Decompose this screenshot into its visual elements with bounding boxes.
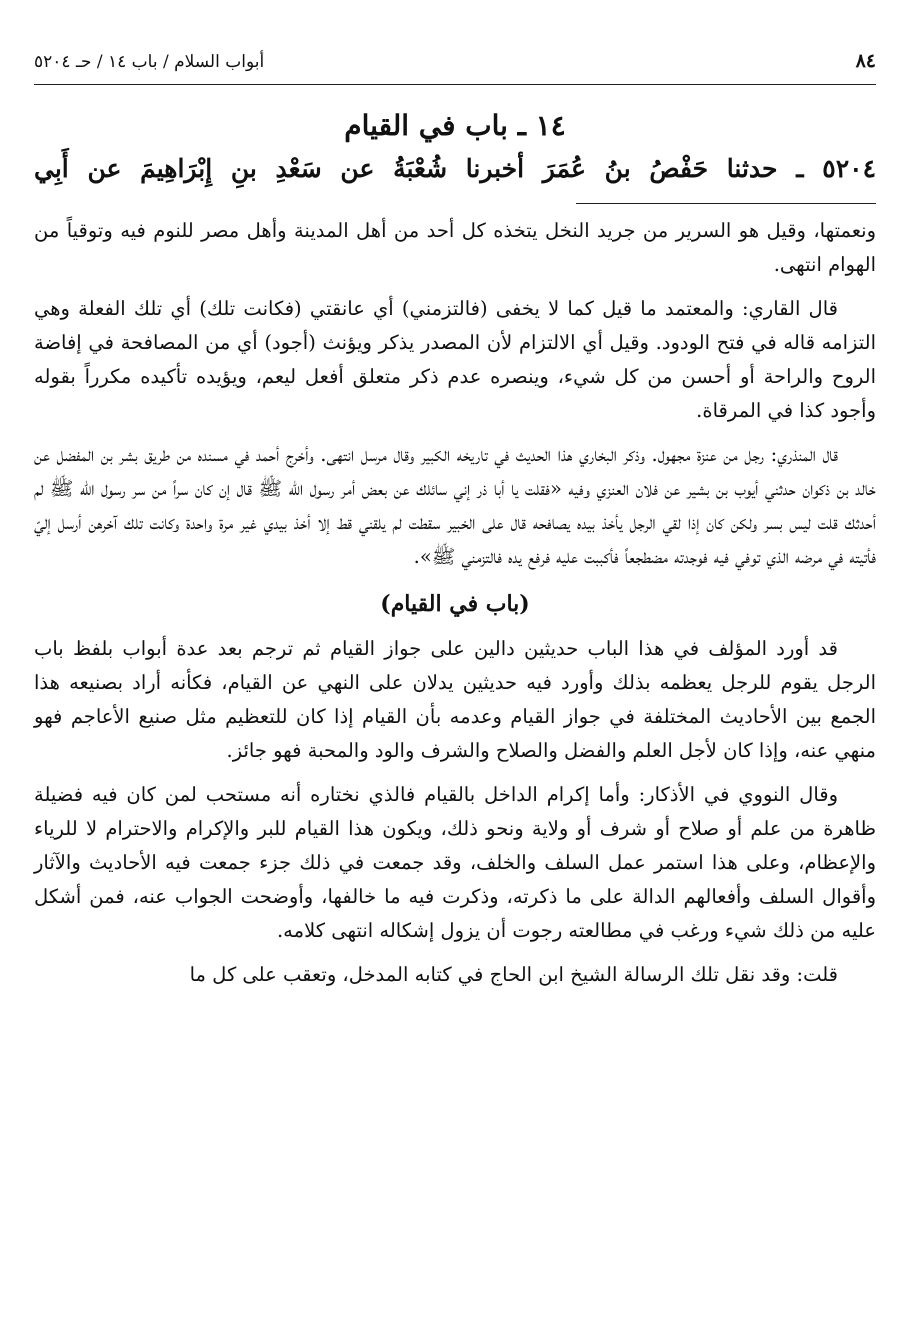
section-paragraph: قلت: وقد نقل تلك الرسالة الشيخ ابن الحاج في كتابه المدخل، وتعقب على كل ما [189,963,838,986]
commentary-paragraph: ونعمتها، وقيل هو السرير من جريد النخل يتخذه كل أحد من أهل المدينة وأهل مصر للنوم فيه وتوقياً من الهوام انتهى. [34,219,876,276]
book-page [34,50,876,1002]
hadith-text: ٥٢٠٤ ـ حدثنا حَفْصُ بنُ عُمَرَ أخبرنا شُعْبَةُ عن سَعْدِ بنِ إِبْرَاهِيمَ عن أَبِي [34,154,876,183]
footnote-divider [576,203,876,204]
section-heading: (باب في القيام) [380,591,530,617]
page-number: ٨٤ [855,50,876,72]
commentary-paragraph: قال المنذري: رجل من عنزة مجهول. وذكر البخاري هذا الحديث في تاريخه الكبير وقال مرسل انتهى. وأخرج أحمد في مسنده من طريق بشر بن المفضل عن خالد بن ذكوان حدثني أيوب بن بشير عن فلان العنزي وفيه «فقلت يا أبا ذر إني سائلك عن بعض أمر رسول الله ﷺ قال إن كان سراً من سر رسول الله ﷺ لم أحدثك قلت ليس بسر ولكن كان إذا لقي الرجل يأخذ بيده يصافحه قال على الخبير سقطت لم يلقني قط إلا أخذ بيدي غير مرة واحدة وكانت تلك آخرهن أرسل إليّ فأتيته في مرضه الذي توفي فيه فوجدته مضطجعاً فأكببت عليه فرفع يده فالتزمني ﷺ». [34,443,876,568]
section-paragraph: قد أورد المؤلف في هذا الباب حديثين دالين على جواز القيام ثم ترجم بعد عدة أبواب بلفظ باب الرجل يقوم للرجل يعظمه بذلك وأورد فيه حديثين يدلان على النهي عن القيام، فكأنه أراد بصنيعه هذا الجمع بين الأحاديث المختلفة في جواز القيام وعدمه بأن القيام إذا كان للتعظيم مثل صنيع الأعاجم فهو منهي عنه، وإذا كان لأجل العلم والفضل والصلاح والشرف والود والمحبة فهو جائز. [34,637,876,762]
section-paragraph: وقال النووي في الأذكار: وأما إكرام الداخل بالقيام فالذي نختاره أنه مستحب لمن كان فيه فضيلة ظاهرة من علم أو صلاح أو شرف أو ولاية ونحو ذلك، ويكون هذا القيام للبر والإكرام والاحترام لا للرياء والإعظام، وعلى هذا استمر عمل السلف والخلف، وقد جمعت في ذلك جزء جمعت فيه الأحاديث والآثار وأقوال السلف وأفعالهم الدالة على ما ذكرته، وذكرت فيه ما خالفها، وأوضحت الجواب عنه، فمن أشكل عليه من ذلك شيء ورغب في مطالعته رجوت أن يزول إشكاله انتهى كلامه. [34,783,876,942]
running-header [34,50,876,85]
chapter-title: ١٤ ـ باب في القيام [344,109,566,142]
commentary-paragraph: قال القاري: والمعتمد ما قيل كما لا يخفى (فالتزمني) أي عانقتي (فكانت تلك) أي تلك الفعلة وهي التزامه قاله في فتح الودود. وقيل أي الالتزام لأن المصدر يذكر ويؤنث (أجود) أي من المصافحة في إفاضة الروح والراحة أو أحسن من كل شيء، وينصره عدم ذكر متعلق أفعل ليعم، ويؤيده تأكيده مكرراً بقوله وأجود كذا في المرقاة. [34,297,876,422]
running-title: أبواب السلام / باب ١٤ / حـ ٥٢٠٤ [34,52,265,72]
